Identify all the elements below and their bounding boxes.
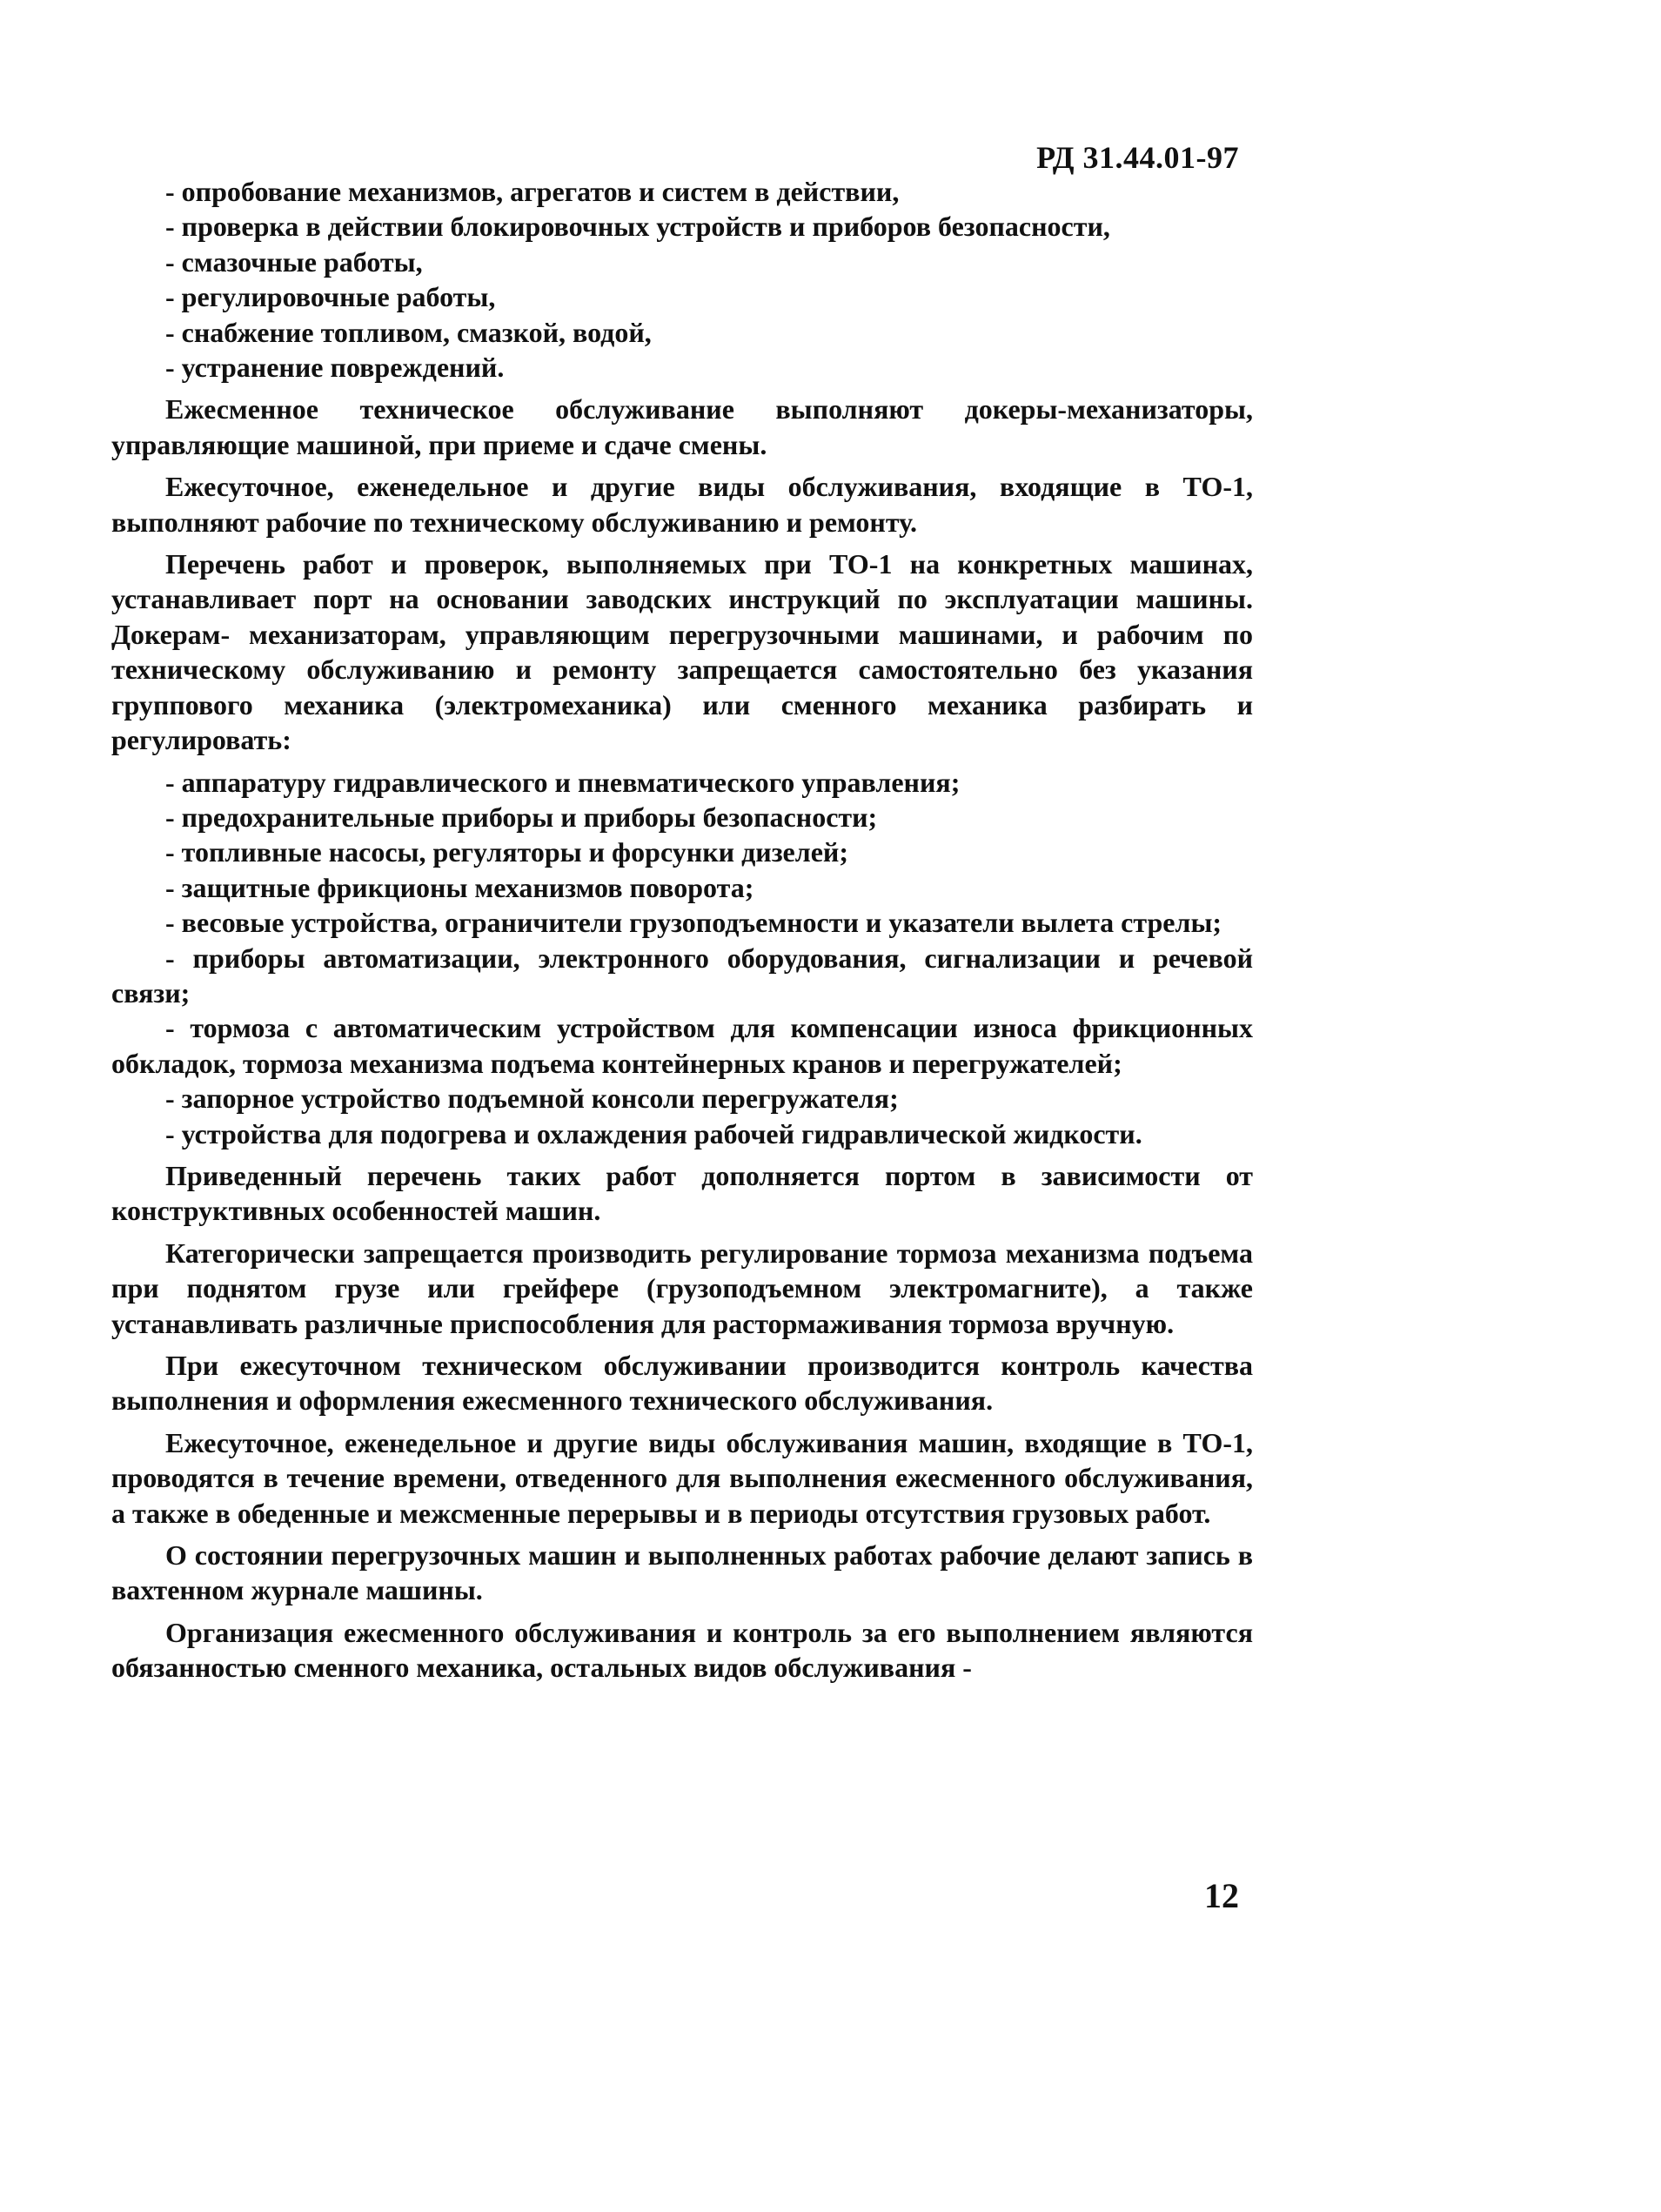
list-item: - тормоза с автоматическим устройством для компенсации износа фрикционных обкладок, тормоза механизма подъема контейнерных кранов и перегружателей; [111, 1012, 1253, 1079]
paragraph: Ежесуточное, еженедельное и другие виды обслуживания машин, входящие в ТО-1, проводятся в течение времени, отведенного для выполнения ежесменного обслуживания, а также в обеденные и межсменные перерывы и в периоды отсутствия грузовых работ. [111, 1426, 1253, 1529]
paragraph: Ежесуточное, еженедельное и другие виды обслуживания, входящие в ТО-1, выполняют рабочие по техническому обслуживанию и ремонту. [111, 471, 1253, 538]
list-item: - регулировочные работы, [165, 281, 496, 313]
list-item: - проверка в действии блокировочных устройств и приборов безопасности, [165, 211, 1110, 243]
list-item: - снабжение топливом, смазкой, водой, [165, 316, 652, 348]
paragraph: Перечень работ и проверок, выполняемых при ТО-1 на конкретных машинах, устанавливает порт на основании заводских инструкций по эксплуатации машины. Докерам- механизаторам, управляющим перегрузочными машинами, и рабочим по техническому обслуживанию и ремонту запрещается самостоятельно без указания группового механика (электромеханика) или сменного механика разбирать и регулировать: [111, 548, 1253, 756]
list-item: - опробование механизмов, агрегатов и систем в действии, [165, 176, 900, 207]
list-item: - весовые устройства, ограничители грузоподъемности и указатели вылета стрелы; [165, 907, 1222, 939]
page-number: 12 [1204, 1876, 1239, 1915]
paragraph: При ежесуточном техническом обслуживании производится контроль качества выполнения и оформления ежесменного технического обслуживания. [111, 1350, 1253, 1417]
list-item: - предохранительные приборы и приборы безопасности; [165, 801, 878, 833]
paragraph: Организация ежесменного обслуживания и контроль за его выполнением являются обязанностью сменного механика, остальных видов обслуживания - [111, 1616, 1253, 1684]
list-item: - аппаратуру гидравлического и пневматического управления; [165, 766, 961, 798]
list-item: - топливные насосы, регуляторы и форсунки дизелей; [165, 836, 848, 868]
paragraph: Ежесменное техническое обслуживание выполняют докеры-механизаторы, управляющие машиной, при приеме и сдаче смены. [111, 393, 1253, 460]
list-item: - устройства для подогрева и охлаждения рабочей гидравлической жидкости. [165, 1117, 1142, 1150]
list-item: - защитные фрикционы механизмов поворота; [165, 871, 754, 903]
paragraph: Категорически запрещается производить регулирование тормоза механизма подъема при поднятом грузе или грейфере (грузоподъемном электромагните), а также устанавливать различные приспособления для растормаживания тормоза вручную. [111, 1237, 1253, 1339]
paragraph: О состоянии перегрузочных машин и выполненных работах рабочие делают запись в вахтенном журнале машины. [111, 1539, 1253, 1606]
list-item: - запорное устройство подъемной консоли перегружателя; [165, 1083, 899, 1115]
list-item: - смазочные работы, [165, 245, 423, 278]
body-text [111, 174, 1253, 1693]
list-item: - устранение повреждений. [165, 352, 505, 384]
paragraph: Приведенный перечень таких работ дополняется портом в зависимости от конструктивных особенностей машин. [111, 1159, 1253, 1227]
document-code: РД 31.44.01-97 [1036, 140, 1239, 175]
list-item: - приборы автоматизации, электронного оборудования, сигнализации и речевой связи; [111, 942, 1253, 1009]
